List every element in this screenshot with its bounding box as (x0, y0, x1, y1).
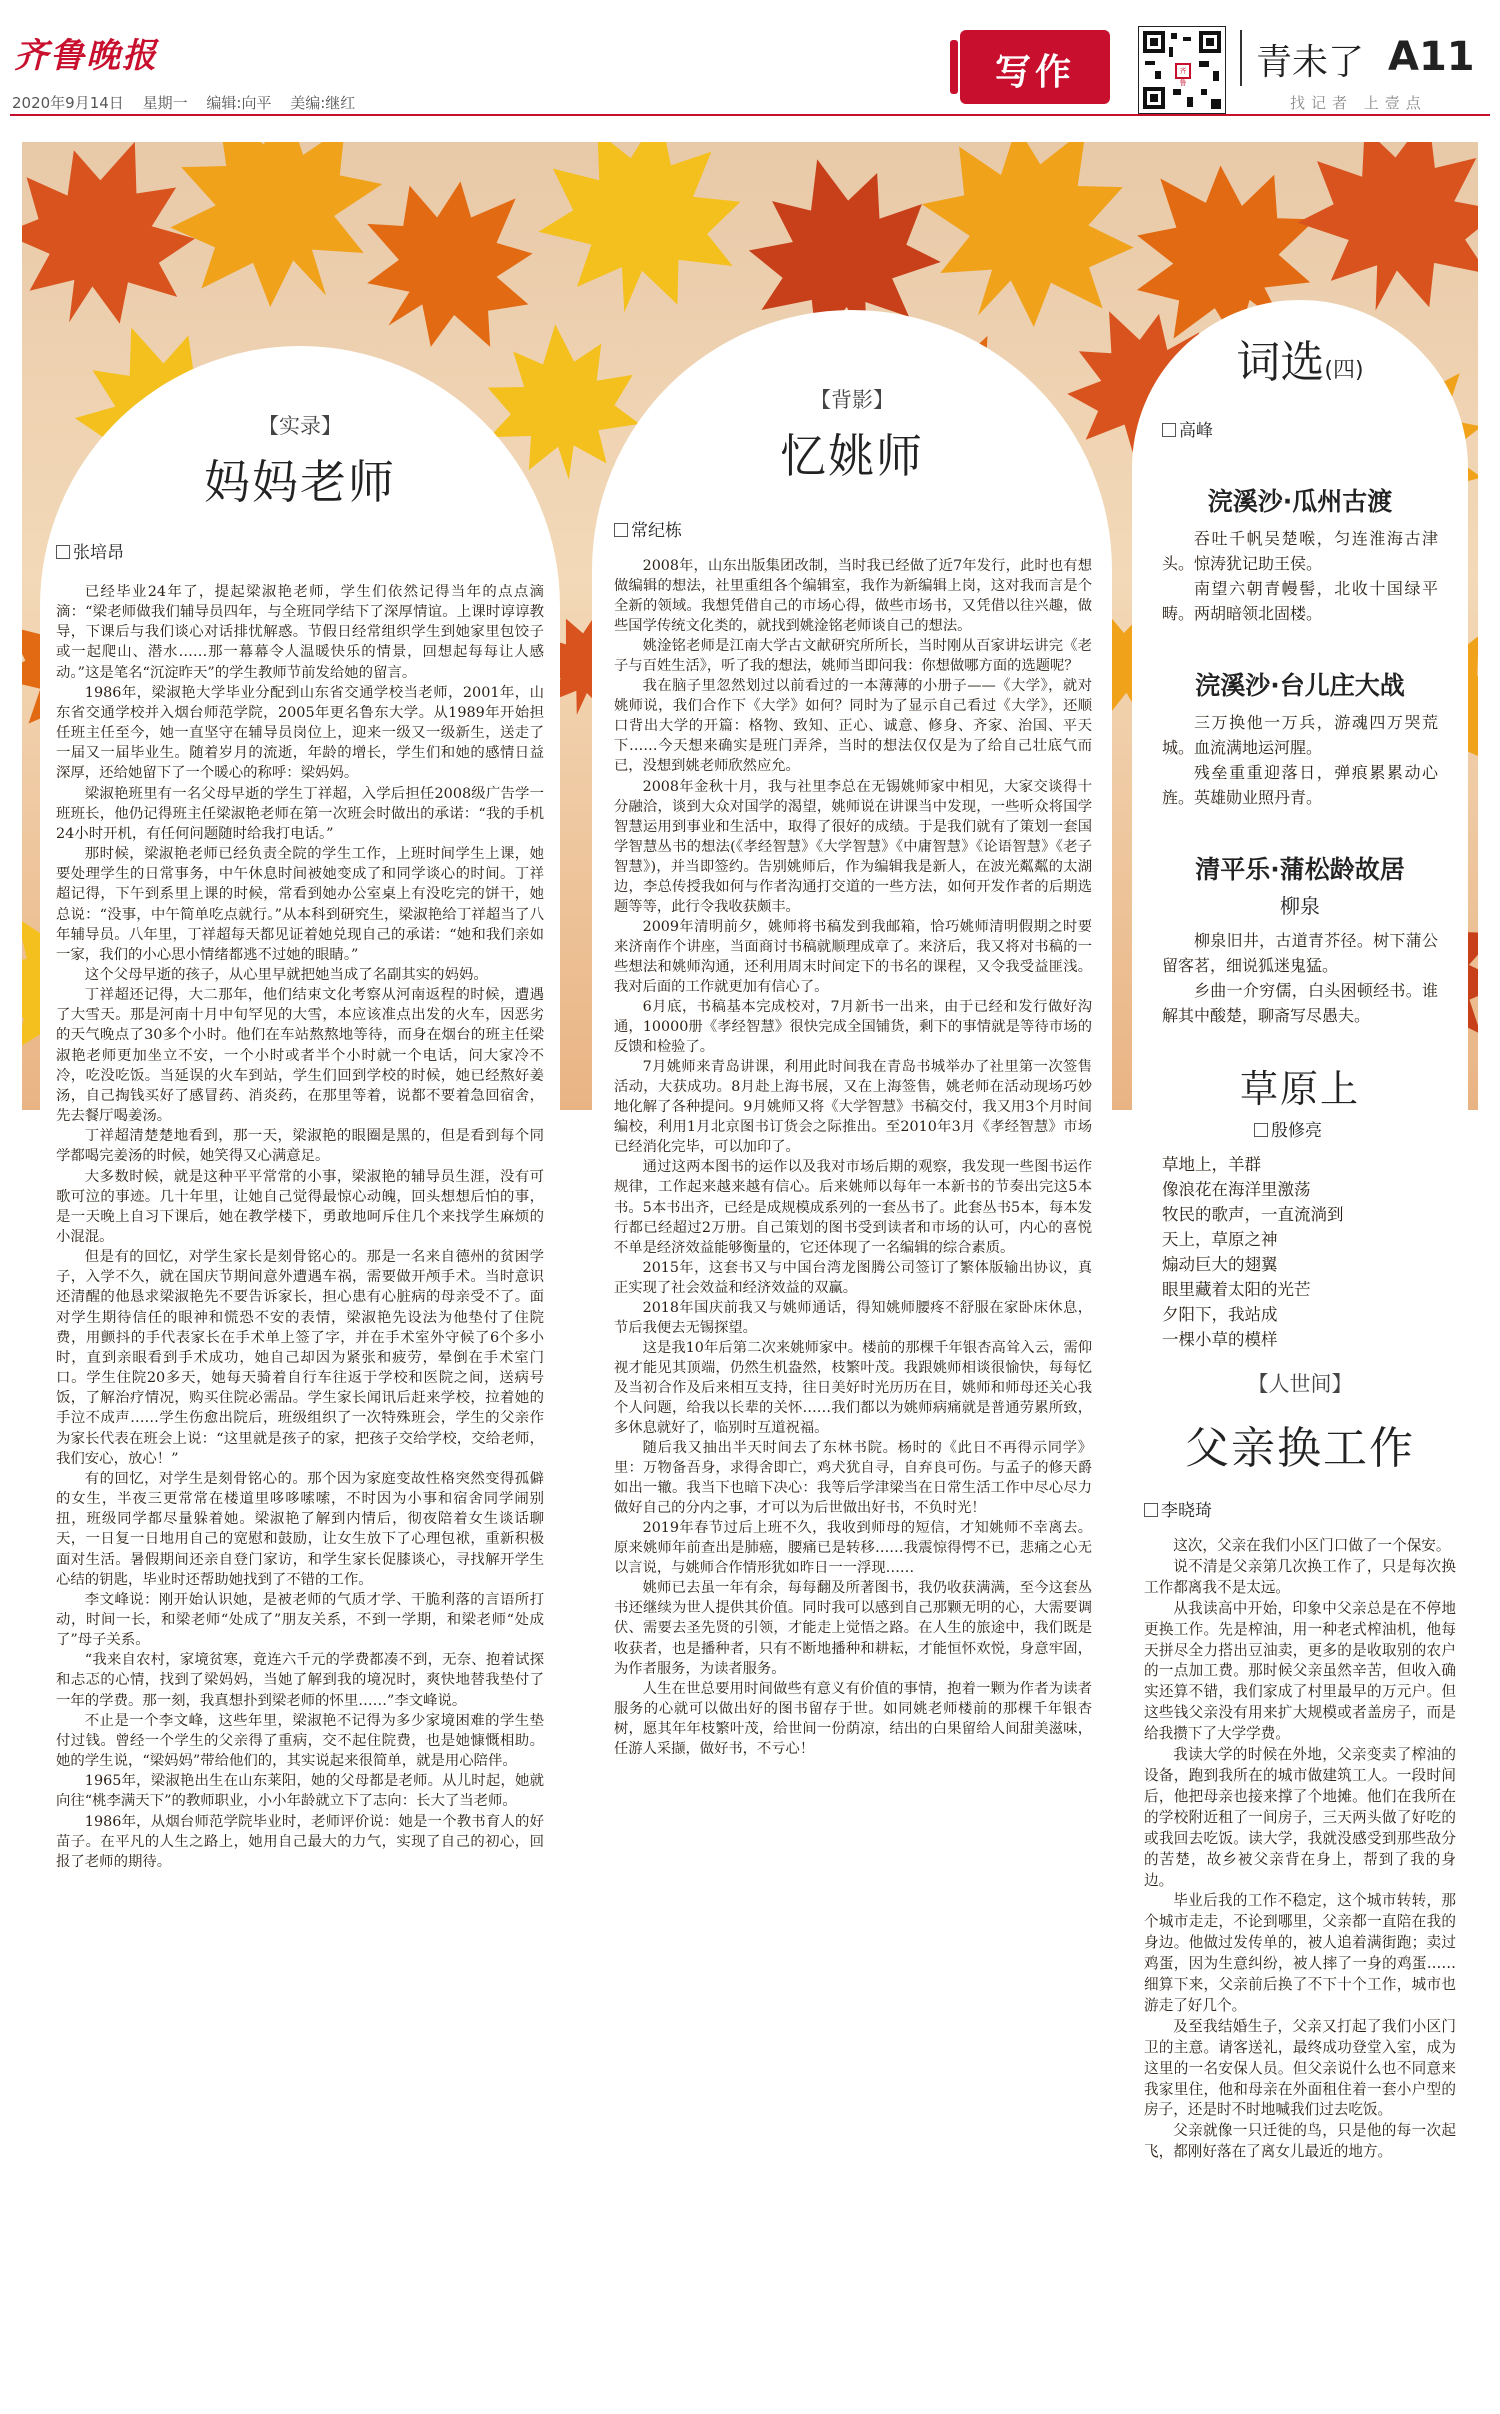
poem-line: 三万换他一万兵，游魂四万哭荒城。血流满地运河腥。 (1162, 713, 1438, 757)
article-paragraph: 2009年清明前夕，姚师将书稿发到我邮箱，恰巧姚师清明假期之时要来济南作个讲座，当面商讨书稿就顺理成章了。来济后，我又将对书稿的一些想法和姚师沟通，还利用周末时间定下的书名的课程，又令我受益匪浅。我对后面的工作就更加有信心了。 (614, 918, 1092, 995)
verse-line: 夕阳下，我站成 (1162, 1305, 1278, 1324)
article-paragraph: 人生在世总要用时间做些有意义有价值的事情，抱着一颗为作者为读者服务的心就可以做出好的图书留存于世。如同姚老师楼前的那棵千年银杏树，愿其年年枝繁叶茂，给世间一份荫凉，结出的白果留给人间甜美滋味，任游人采撷，做好书，不亏心！ (614, 1680, 1092, 1757)
poem-grassland-title: 草原上 (1239, 1067, 1360, 1111)
article-paragraph: 2008年金秋十月，我与社里李总在无锡姚师家中相见，大家交谈得十分融洽，谈到大众对国学的渴望，姚师说在讲课当中发现，一些听众将国学智慧运用到事业和生活中，取得了很好的成绩。于是我们就有了策划一套国学智慧丛书的想法(《孝经智慧》《大学智慧》《中庸智慧》《论语智慧》《老子智慧》)，并当即签约。告别姚师后，作为编辑我是新人，在波光粼粼的太湖边，李总传授我如何与作者沟通打交道的一些方法，如何开发作者的后期选题等等，此行令我收获颇丰。 (614, 778, 1092, 915)
article-title: 父亲换工作 (1185, 1423, 1415, 1474)
verse-line: 像浪花在海洋里激荡 (1162, 1180, 1311, 1199)
article-mama-teacher (40, 346, 560, 2396)
poem-line: 吞吐千帆吴楚喉，匀连淮海古津头。惊涛犹记助王侯。 (1162, 529, 1438, 573)
article-column-right (1132, 300, 1468, 2396)
article-byline: 常纪栋 (614, 516, 682, 541)
poem-selection-heading (1132, 326, 1468, 390)
verse-line: 草地上，羊群 (1162, 1155, 1261, 1174)
poem-line: 残垒重重迎落日，弹痕累累动心旌。英雄勋业照丹青。 (1162, 763, 1438, 807)
section-badge (960, 30, 1110, 104)
article-kicker: 【背影】 (810, 388, 894, 412)
article-body (1144, 1536, 1456, 2163)
article-title: 妈妈老师 (204, 455, 396, 509)
verse-line: 煽动巨大的翅翼 (1162, 1255, 1278, 1274)
article-paragraph: 及至我结婚生子，父亲又打起了我们小区门卫的主意。请客送礼，最终成功登堂入室，成为这里的一名安保人员。但父亲说什么也不同意来我家里住，他和母亲在外面租住着一套小户型的房子，还是时不时地喊我们过去吃饭。 (1144, 2017, 1456, 2119)
article-paragraph: 6月底，书稿基本完成校对，7月新书一出来，由于已经和发行做好沟通，10000册《孝经智慧》很快完成全国铺货，剩下的事情就是等待市场的反馈和检验了。 (614, 999, 1092, 1056)
article-paragraph: 1986年，从烟台师范学院毕业时，老师评价说：她是一个教书育人的好苗子。在平凡的人生之路上，她用自己最大的力气，实现了自己的初心，回报了老师的期待。 (56, 1813, 544, 1870)
article-paragraph: 从我读高中开始，印象中父亲总是在不停地更换工作。先是榨油，用一种老式榨油机，他每天拼尽全力搭出豆油卖，更多的是收取别的农户的一点加工费。那时候父亲虽然辛苦，但收入确实还算不错，我们家成了村里最早的万元户。但这些钱父亲没有用来扩大规模或者盖房子，而是给我攒下了大学学费。 (1144, 1599, 1456, 1743)
article-remembering-yao (592, 310, 1112, 2396)
poem-subtitle: 柳泉 (1280, 894, 1320, 918)
article-paragraph: 1965年，梁淑艳出生在山东莱阳，她的父母都是老师。从儿时起，她就向往“桃李满天下”的教师职业，小小年龄就立下了志向：长大了当老师。 (56, 1773, 544, 1810)
article-paragraph: 这个父母早逝的孩子，从心里早就把她当成了名副其实的妈妈。 (84, 966, 488, 983)
poem-grassland-verse (1162, 1152, 1442, 1352)
article-kicker: 【实录】 (258, 414, 342, 438)
poem-text (1162, 526, 1438, 626)
page-name: 青未了 (1256, 42, 1365, 83)
poem-selection-title: 词选 (1236, 337, 1325, 388)
article-paragraph: 李文峰说：刚开始认识她，是被老师的气质才学、干脆利落的言语所打动，时间一长，和梁老师“处成了”朋友关系，不到一学期，和梁老师“处成了”母子关系。 (56, 1591, 544, 1649)
article-paragraph: 有的回忆，对学生是刻骨铭心的。那个因为家庭变故性格突然变得孤僻的女生，半夜三更常常在楼道里哆哆嗦嗦，不时因为小事和宿舍同学闹别扭，班级同学都尽量躲着她。梁淑艳了解到内情后，彻夜陪着女生谈话聊天，一日复一日地用自己的宽慰和鼓励，让女生放下了心理包袱，重新积极面对生活。暑假期间还亲自登门家访，和学生家长促膝谈心，寻找解开学生心结的钥匙，毕业时还帮助她找到了不错的工作。 (56, 1470, 544, 1588)
article-paragraph: 我读大学的时候在外地，父亲变卖了榨油的设备，跑到我所在的城市做建筑工人。一段时间后，他把母亲也接来撑了个地摊。他们在我所在的学校附近租了一间房子，三天两头做了好吃的或我回去吃饭。读大学，我就没感受到那些敌分的苦楚，故乡被父亲背在身上，帮到了我的身边。 (1144, 1746, 1456, 1889)
article-paragraph: 大多数时候，就是这种平平常常的小事，梁淑艳的辅导员生涯，没有可歌可泣的事迹。几十年里，让她自己觉得最惊心动魄，回头想想后怕的事，是一天晚上自习下课后，她在教学楼下，勇敢地呵斥住几个来找学生麻烦的小混混。 (56, 1168, 544, 1245)
verse-line: 天上，草原之神 (1162, 1230, 1278, 1249)
header-divider (1240, 30, 1242, 86)
article-paragraph: 这次，父亲在我们小区门口做了一个保安。 (1173, 1537, 1451, 1554)
poem-line: 柳泉旧井，古道青芥径。树下蒲公留客茗，细说狐迷鬼猛。 (1162, 931, 1438, 975)
editor-credit: 编辑:向平 (206, 94, 272, 112)
verse-line: 一棵小草的模样 (1162, 1330, 1278, 1349)
article-paragraph: “我来自农村，家境贫寒，竟连六千元的学费都凑不到，无奈、抱着试探和忐忑的心情，找到了梁妈妈，当她了解到我的境况时，爽快地替我垫付了一年的学费。那一刻，我真想扑到梁老师的怀里……”李文峰说。 (56, 1652, 544, 1709)
article-paragraph: 7月姚师来青岛讲课，利用此时间我在青岛书城举办了社里第一次签售活动，大获成功。8月赴上海书展，又在上海签售，姚老师在活动现场巧妙地化解了各种提问。9月姚师又将《大学智慧》书稿交付，我又用3个月时间编校，利用1月北京图书订货会之际推出。至2010年3月《孝经智慧》市场已经消化完毕，可以加印了。 (614, 1059, 1092, 1156)
section-badge-label: 写作 (994, 52, 1075, 93)
verse-line: 牧民的歌声，一直流淌到 (1162, 1205, 1344, 1224)
article-paragraph: 梁淑艳班里有一名父母早逝的学生丁祥超，入学后担任2008级广告学一班班长，他仍记得班主任梁淑艳老师在第一次班会时做出的承诺：“我的手机24小时开机，有任何问题随时给我打电话。” (56, 785, 544, 842)
qr-code[interactable] (1138, 26, 1226, 114)
article-paragraph: 2018年国庆前我又与姚师通话，得知姚师腰疼不舒服在家卧床休息，节后我便去无锡探望。 (614, 1299, 1092, 1336)
poem-selection-subtitle: (四) (1324, 358, 1364, 383)
article-paragraph: 1986年，梁淑艳大学毕业分配到山东省交通学校当老师，2001年，山东省交通学校并入烟台师范学院，2005年更名鲁东大学。从1989年开始担任班主任至今，她一直坚守在辅导员岗位上，迎来一级又一级新生，送走了一届又一届毕业生。随着岁月的流逝，年龄的增长，学生们和她的感情日益深厚，还给她留下了一个暖心的称呼：梁妈妈。 (56, 684, 544, 782)
article-paragraph: 说不清是父亲第几次换工作了，只是每次换工作都离我不是太远。 (1144, 1557, 1456, 1596)
article-paragraph: 父亲就像一只迁徙的鸟，只是他的每一次起飞，都刚好落在了离女儿最近的地方。 (1144, 2122, 1456, 2161)
designer-credit: 美编:继红 (290, 94, 356, 112)
article-paragraph: 已经毕业24年了，提起梁淑艳老师，学生们依然记得当年的点点滴滴：“梁老师做我们辅导员四年，与全班同学结下了深厚情谊。上课时谆谆教导，下课后与我们谈心对话排忧解惑。节假日经常组织学生到她家里包饺子或一起爬山、潜水……那一幕幕令人温暖快乐的情景，回想起每每让人感动。”这是笔名“沉淀昨天”的学生教师节前发给她的留言。 (56, 584, 544, 681)
issue-date: 2020年9月14日 (12, 94, 124, 112)
poem-grassland-byline: 殷修亮 (1254, 1116, 1322, 1141)
article-paragraph: 不止是一个李文峰，这些年里，梁淑艳不记得为多少家境困难的学生垫付过钱。曾经一个学生的父亲得了重病，交不起住院费，也是她慷慨相助。她的学生说，“梁妈妈”带给他们的，其实说起来很简单，就是用心陪伴。 (56, 1712, 544, 1770)
article-paragraph: 那时候，梁淑艳老师已经负责全院的学生工作，上班时间学生上课，她要处理学生的日常事务，中午休息时间被她变成了和同学谈心的时间。丁祥超记得，下午到系里上课的时候，常看到她办公室桌上有没吃完的饼干，她总说：“没事，中午简单吃点就行。”从本科到研究生，梁淑艳给丁祥超当了八年辅导员。八年里，丁祥超每天都见证着她兑现自己的承诺：“她和我们亲如一家，我们的小心思小情绪都逃不过她的眼睛。” (56, 846, 544, 963)
article-body (56, 582, 544, 1872)
article-paragraph: 2008年，山东出版集团改制，当时我已经做了近7年发行，此时也有想做编辑的想法，社里重组各个编辑室，我作为新编辑上岗，这对我而言是个全新的领域。我想凭借自己的市场心得，做些市场书，又凭借以往兴趣，做些国学传统文化类的，就找到姚淦铭老师谈自己的想法。 (614, 558, 1092, 635)
article-byline: 李晓琦 (1144, 1496, 1212, 1521)
header-credits: 找记者 上壹点 (1290, 94, 1427, 112)
issue-meta (12, 92, 369, 113)
qr-center-logo: 齐鲁 (1175, 63, 1191, 79)
article-paragraph: 毕业后我的工作不稳定，这个城市转转，那个城市走走，不论到哪里，父亲都一直陪在我的身边。他做过发传单的，被人追着满街跑；卖过鸡蛋，因为生意纠纷，被人摔了一身的鸡蛋……细算下来，父亲前后换了不下十个工作，城市也游走了好几个。 (1144, 1892, 1456, 2014)
article-body (614, 556, 1092, 1759)
page-number: A11 (1388, 34, 1475, 80)
header-rule (10, 114, 1490, 116)
article-title: 忆姚师 (780, 429, 924, 483)
poem-line: 南望六朝青幔髻，北收十国绿平畴。两胡暗领北固楼。 (1162, 579, 1438, 623)
article-paragraph: 姚淦铭老师是江南大学古文献研究所所长，当时刚从百家讲坛讲完《老子与百姓生活》，听了我的想法，姚师当即问我：你想做哪方面的选题呢？ (614, 638, 1092, 675)
poem-title: 浣溪沙·台儿庄大战 (1195, 671, 1405, 700)
article-paragraph: 随后我又抽出半天时间去了东林书院。杨时的《此日不再得示同学》里：万物备吾身，求得舍即亡，鸡犬犹自寻，自弃良可伤。与孟子的修天爵如出一辙。我当下也暗下决心：我等后学津梁当在日常生活工作中尽心尽力做好自己的分内之事，才可以为后世做出好书，不负时光！ (614, 1440, 1092, 1517)
article-paragraph: 姚师已去虽一年有余，每每翻及所著图书，我仍收获满满，至今这套丛书还继续为世人提供其价值。同时我可以感到自己那颗无明的心，大需要调伏、需要去圣先贤的引领，才能走上觉悟之路。在人生的旅途中，我们既是收获者，也是播种者，只有不断地播种和耕耘，才能恒怀欢悦，身意牢固，为作者服务，为读者服务。 (614, 1580, 1092, 1677)
article-paragraph: 这是我10年后第二次来姚师家中。楼前的那棵千年银杏高耸入云，需仰视才能见其顶端，仍然生机盎然，枝繁叶茂。我跟姚师相谈很愉快，每每忆及当初合作及后来相互支持，往日美好时光历历在目，姚师和师母还关心我个人问题，给我以长辈的关怀……我们都以为姚师病痛就是普通劳累所致，多休息就好了，临别时互道祝福。 (614, 1339, 1092, 1437)
poem-title: 浣溪沙·瓜州古渡 (1207, 487, 1393, 516)
verse-line: 眼里藏着太阳的光芒 (1162, 1280, 1311, 1299)
article-paragraph: 丁祥超清楚楚地看到，那一天，梁淑艳的眼圈是黑的，但是看到每个同学都喝完姜汤的时候，她笑得又心满意足。 (56, 1128, 544, 1165)
article-paragraph: 我在脑子里忽然划过以前看过的一本薄薄的小册子——《大学》，就对姚师说，我们合作下《大学》如何？同时为了显示自己看过《大学》，还顺口背出大学的开篇：格物、致知、正心、诚意、修身、齐家、治国、平天下……今天想来确实是班门弄斧，当时的想法仅仅是为了给自己壮底气而已，没想到姚老师欣然应允。 (614, 678, 1092, 775)
masthead (0, 0, 1500, 120)
article-paragraph: 丁祥超还记得，大二那年，他们结束文化考察从河南返程的时候，遭遇了大雪天。那是河南十月中旬罕见的大雪，本应该准点出发的火车，因恶劣的天气晚点了30多个小时。他们在车站熬熬地等待，而身在烟台的班主任梁淑艳老师更加坐立不安，一个小时或者半个小时就一个电话，问大家冷不冷，吃没吃饭。当延误的火车到站，学生们回到学校的时候，她已经熬好姜汤，自己掏钱买好了感冒药、消炎药，在那里等着，说都不要着急回宿舍，先去餐厅喝姜汤。 (56, 987, 544, 1125)
article-kicker: 【人世间】 (1247, 1372, 1353, 1396)
poem-line: 乡曲一介穷儒，白头困顿经书。谁解其中酸楚，聊斋写尽愚夫。 (1162, 981, 1438, 1025)
article-paragraph: 2019年春节过后上班不久，我收到师母的短信，才知姚师不幸离去。原来姚师年前查出是肺癌，腰痛已是转移……我震惊得愕不已，悲痛之心无以言说，与姚师合作情形犹如昨日一一浮现…… (614, 1520, 1092, 1577)
article-paragraph: 2015年，这套书又与中国台湾龙图腾公司签订了繁体版输出协议，真正实现了社会效益和经济效益的双赢。 (614, 1259, 1092, 1296)
poem-text (1162, 928, 1438, 1028)
issue-weekday: 星期一 (142, 94, 188, 112)
poem-text (1162, 710, 1438, 810)
article-paragraph: 通过这两本图书的运作以及我对市场后期的观察，我发现一些图书运作规律，工作起来越来越有信心。后来姚师以每年一本新书的节奏出完这5本书。5本书出齐，已经是成规模成系列的一套丛书了。此套丛书5本，每本发行都已经超过2万册。自己策划的图书受到读者和市场的认可，内心的喜悦不单是经济效益能够衡量的，它还体现了一名编辑的综合素质。 (614, 1159, 1092, 1256)
poem-selection-byline: 高峰 (1162, 416, 1213, 441)
poem-title: 清平乐·蒲松龄故居 (1195, 855, 1405, 884)
article-byline: 张培昂 (56, 538, 124, 563)
article-paragraph: 但是有的回忆，对学生家长是刻骨铭心的。那是一名来自德州的贫困学子，入学不久，就在国庆节期间意外遭遇车祸，需要做开颅手术。当时意识还清醒的他恳求梁淑艳先不要告诉家长，担心患有心脏病的母亲受不了。面对学生期待信任的眼神和慌恐不安的表情，梁淑艳先设法为他垫付了住院费，用颤抖的手代表家长在手术单上签了字，并在手术室外守候了6个多小时，直到亲眼看到手术成功，她自己却因为紧张和疲劳，晕倒在手术室门口。学生住院20多天，她每天骑着自行车往返于学校和医院之间，送病号饭，了解治疗情况，购买住院必需品。学生家长闻讯后赶来学校，拉着她的手泣不成声……学生伤愈出院后，班级组织了一次特殊班会，学生的父亲作为家长代表在班会上说：“这里就是孩子的家，把孩子交给学校，交给老师，我们安心，放心！” (56, 1249, 544, 1467)
newspaper-logo: 齐鲁晚报 (14, 36, 158, 76)
